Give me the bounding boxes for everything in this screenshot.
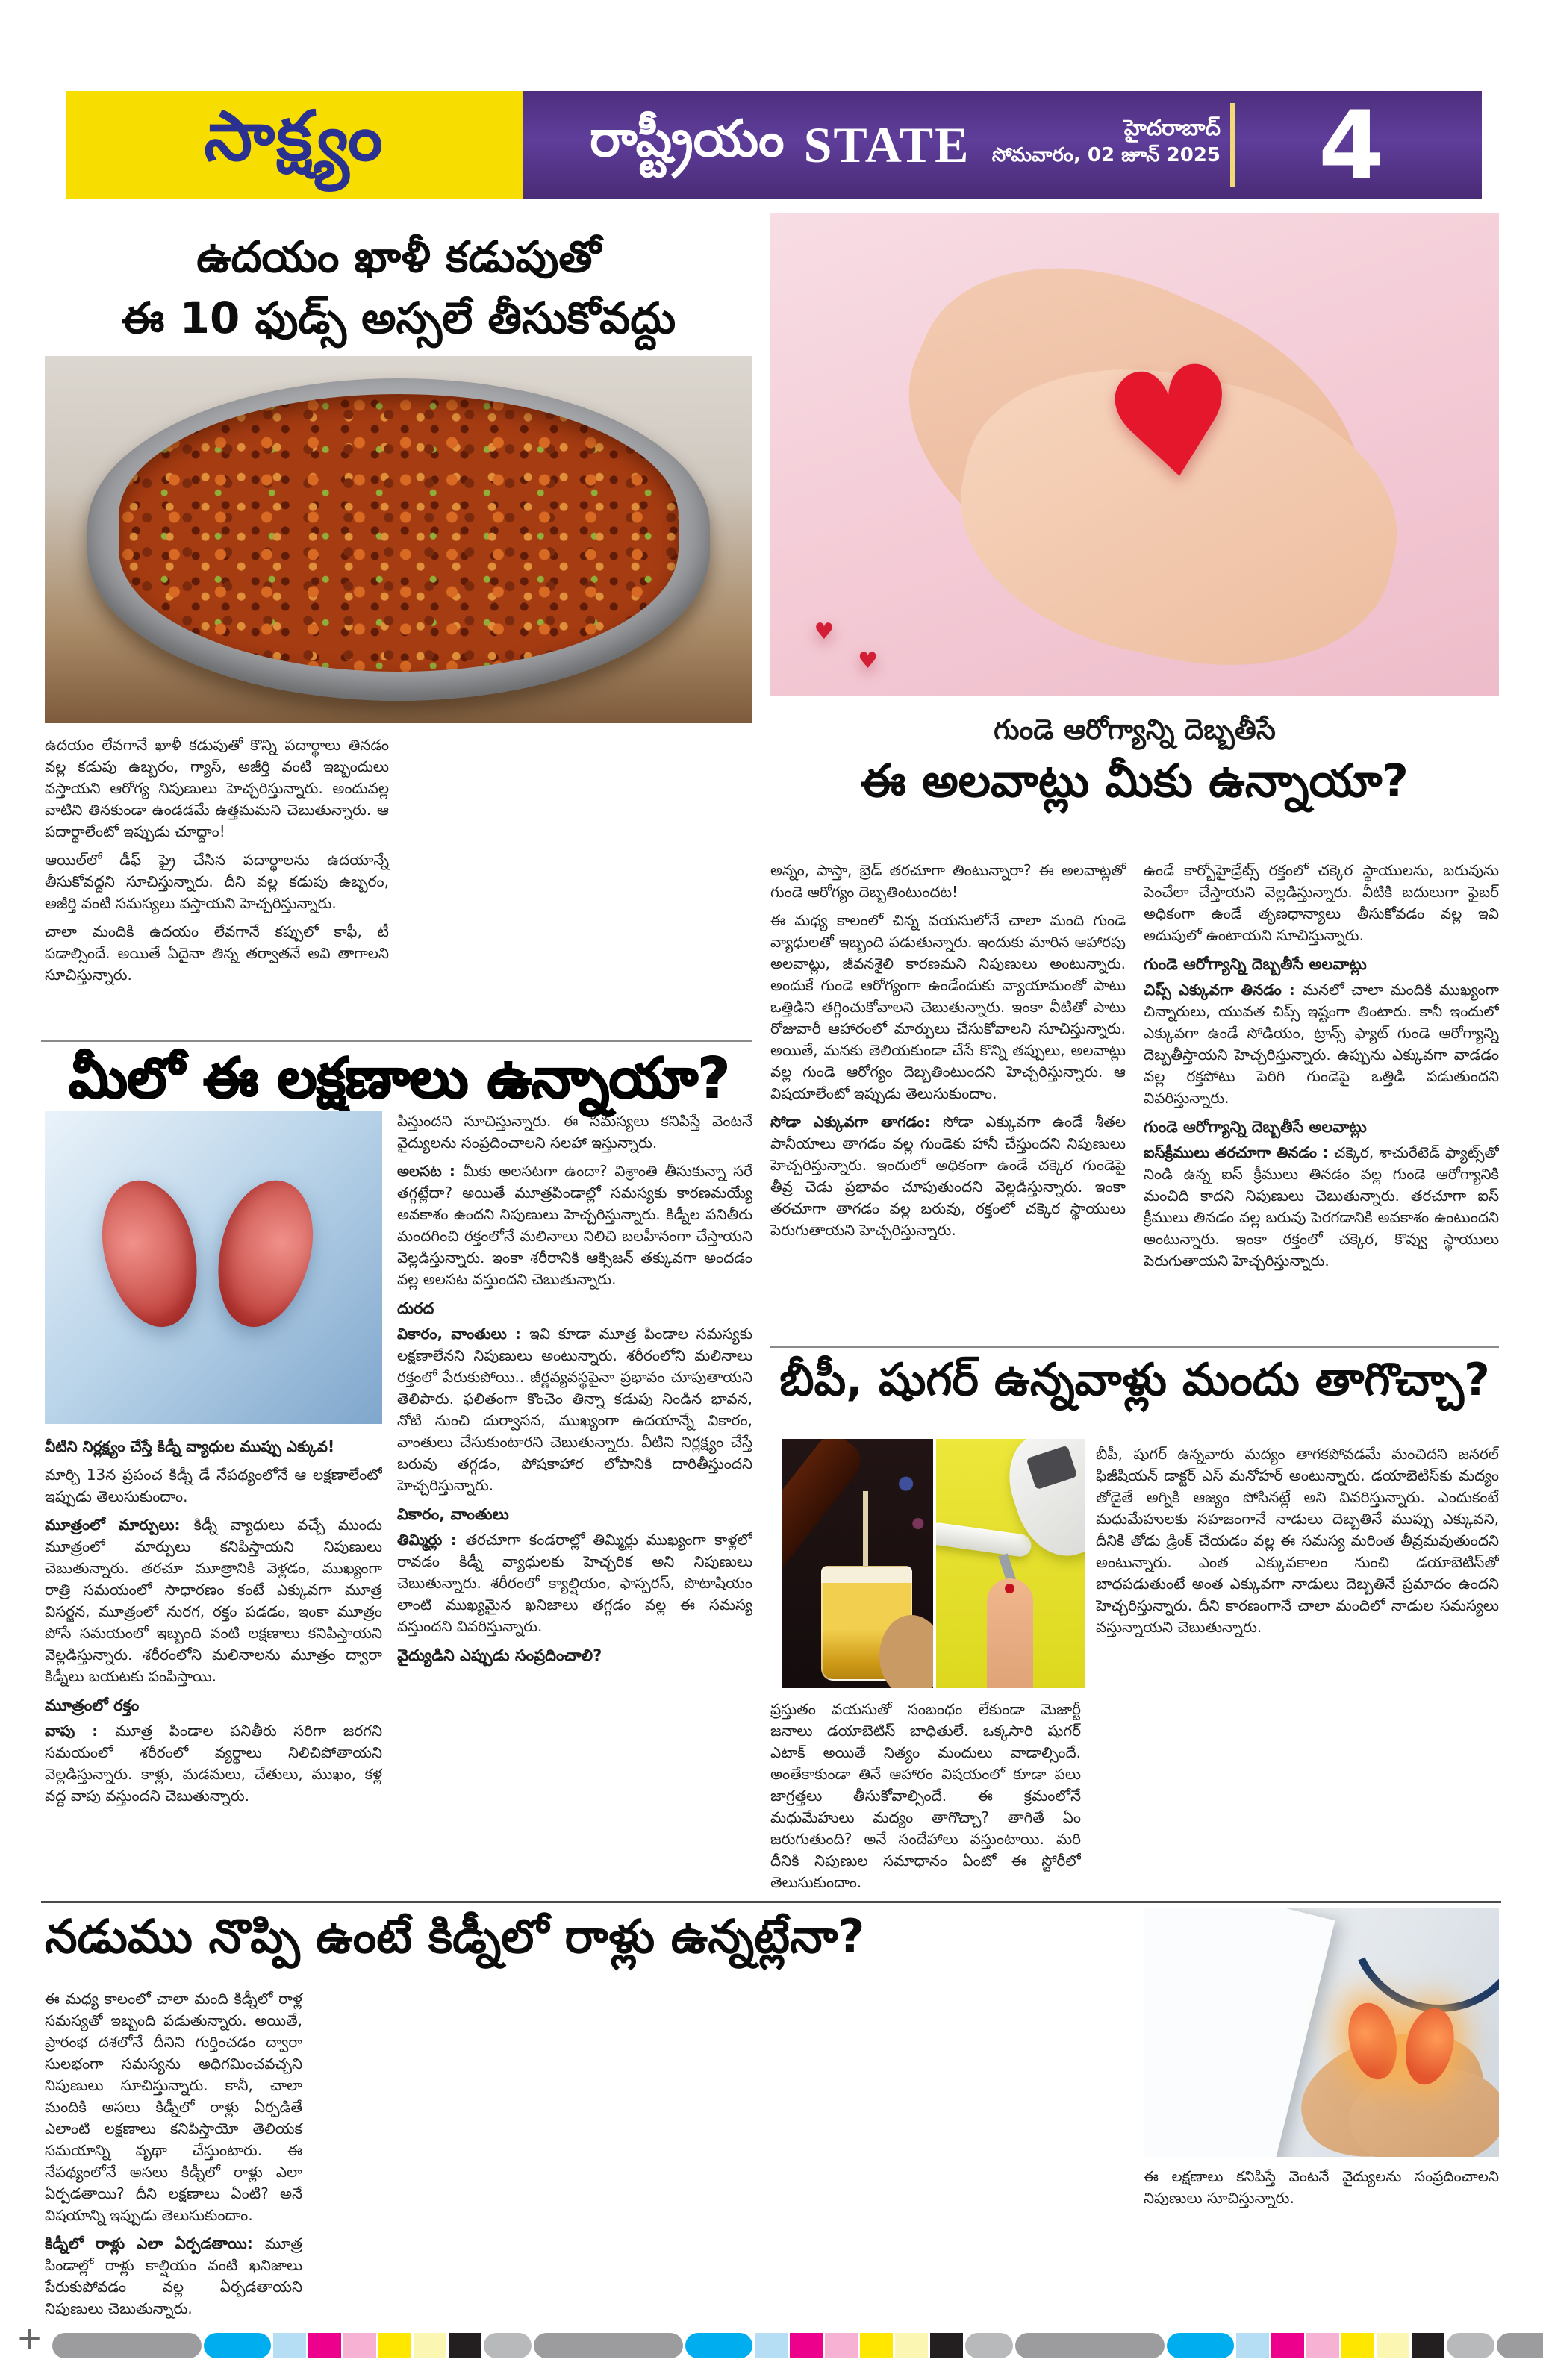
- city-label: హైదరాబాద్: [1123, 115, 1221, 140]
- heart-article-kicker: గుండె ఆరోగ్యాన్ని దెబ్బతీసే: [994, 713, 1276, 746]
- alcohol-article-right-column: [1096, 1443, 1499, 1893]
- body-paragraph: ఈ మధ్య కాలంలో చాలా మంది కిడ్నీలో రాళ్ల సమస్యతో ఇబ్బంది పడుతున్నారు. అయితే, ప్రారంభ దశలోనే దీనిని గుర్తించడం ద్వారా సులభంగా సమస్యను అధిగమించవచ్చని నిపుణులు సూచిస్తున్నారు. కానీ, చాలా మందికి అసలు కిడ్నీలో రాళ్లు ఏర్పడితే ఎలాంటి లక్షణాలు కనిపిస్తాయో తెలియక సమయాన్ని వృథా చేస్తుంటారు. ఈ నేపథ్యంలోనే అసలు కిడ్నీలో రాళ్లు ఎలా ఏర్పడతాయి? దీని లక్షణాలు ఏంటి? అనే విషయాన్ని ఇప్పుడు తెలుసుకుందాం.: [45, 1990, 302, 2224]
- symptoms-article-right-column: [397, 1111, 752, 1894]
- color-patch: [273, 2333, 306, 2358]
- red-heart-icon: ♥: [1094, 330, 1251, 521]
- color-patch: [52, 2333, 202, 2358]
- body-paragraph: బీపీ, షుగర్ ఉన్నవారు మద్యం తాగకపోవడమే మంచిదని జనరల్ ఫిజీషియన్ డాక్టర్ ఎస్ మనోహర్ అంటున్నారు. డయాబెటిస్‌కు మద్యం తోడైతే అగ్నికి ఆజ్యం పోసినట్లే అని వివరిస్తున్నారు. ఎందుకంటే మధుమేహులకు సహజంగానే నాడులు దెబ్బతినే ముప్పు ఎక్కువని, దీనికి తోడు డ్రింక్ చేయడం వల్ల ఈ సమస్య మరింత తీవ్రమవుతుందని అంటున్నారు. ఎంత ఎక్కువకాలం నుంచి డయాబెటిస్‌తో బాధపడుతుంటే అంత ఎక్కువగా నాడులు దెబ్బతినే ప్రమాదం ఉందని హెచ్చరిస్తున్నారు. దీని కారణంగానే చాలా మందిలో నాడుల సమస్యలు వస్తున్నాయని చెబుతున్నారు.: [1096, 1445, 1499, 1636]
- small-heart-icon: ♥: [814, 619, 835, 646]
- body-subhead: మూత్రంలో రక్తం: [45, 1696, 140, 1714]
- newspaper-brand-name: సాక్ష్యం: [204, 96, 384, 176]
- color-patch: [204, 2333, 271, 2358]
- color-patch: [825, 2333, 858, 2358]
- body-paragraph: ఈ లక్షణాలు కనిపిస్తే వెంటనే వైద్యులను సంప్రదించాలని నిపుణులు సూచిస్తున్నారు.: [1144, 2167, 1499, 2207]
- heart-article-headline: ఈ అలవాట్లు మీకు ఉన్నాయా?: [861, 755, 1409, 808]
- color-patch: [484, 2333, 532, 2358]
- dateline: [992, 113, 1221, 169]
- section-title-english: STATE: [803, 116, 970, 173]
- body-paragraph: చాలా మందికి ఉదయం లేవగానే కప్పులో కాఫీ, టీ పడాల్సిందే. అయితే ఏదైనా తిన్న తర్వాతనే అవి తాగాలని సూచిస్తున్నారు.: [45, 922, 389, 984]
- color-patch: [755, 2333, 788, 2358]
- foods-article-body: [45, 734, 752, 1034]
- section-title: [590, 91, 970, 199]
- kidney-shape-right: [204, 1171, 327, 1337]
- steel-bowl-shape: [87, 378, 710, 702]
- foods-article-headline: [45, 226, 752, 349]
- glucometer-screen: [1026, 1445, 1078, 1490]
- color-patch: [1377, 2333, 1409, 2358]
- color-patch: [1306, 2333, 1339, 2358]
- body-paragraph: మార్చి 13న ప్రపంచ కిడ్నీ డే నేపథ్యంలోనే ఆ లక్షణాలేంటో ఇప్పుడు తెలుసుకుందాం.: [45, 1466, 382, 1505]
- date-label: సోమవారం, 02 జూన్ 2025: [991, 144, 1221, 167]
- section-rule: [770, 1346, 1499, 1348]
- stones-article-headline: నడుము నొప్పి ఉంటే కిడ్నీలో రాళ్లు ఉన్నట్లేనా?: [45, 1909, 865, 1964]
- body-paragraph: పిస్తుందని సూచిస్తున్నారు. ఈ సమస్యలు కనిపిస్తే వెంటనే వైద్యులను సంప్రదించాలని సలహా ఇస్తున్నారు.: [397, 1112, 752, 1152]
- heart-article-column-2: [1144, 860, 1499, 1334]
- heart-in-hands-photo: [770, 213, 1499, 696]
- body-paragraph: ఉదయం లేవగానే ఖాళీ కడుపుతో కొన్ని పదార్థాలు తినడం వల్ల కడుపు ఉబ్బరం, గ్యాస్, అజీర్తి వంటి ఇబ్బందులు వస్తాయని ఆరోగ్య నిపుణులు హెచ్చరిస్తున్నారు. అందువల్ల వాటిని తినకుండా ఉండడమే ఉత్తమమని చెబుతున్నారు. ఆ పదార్థాలేంటో ఇప్పుడు చూద్దాం!: [45, 736, 389, 840]
- color-patch: [1497, 2333, 1543, 2358]
- heart-article-column-1: [770, 860, 1126, 1334]
- section-banner: [523, 91, 1482, 199]
- body-paragraph: ప్రస్తుతం వయసుతో సంబంధం లేకుండా మెజార్టీ జనాలు డయాబెటిస్ బాధితులే. ఒక్కసారి షుగర్ ఎటాక్ అయితే నిత్యం మందులు వాడాల్సిందే. అంతేకాకుండా తినే ఆహారం విషయంలో కూడా పలు జాగ్రత్తలు తీసుకోవాల్సిందే. ఈ క్రమంలోనే మధుమేహులు మద్యం తాగొచ్చా? తాగితే ఏం జరుగుతుంది? అనే సందేహాలు వస్తుంటాయి. మరి దీనికి నిపుణుల సమాధానం ఏంటో ఈ స్టోరీలో తెలుసుకుందాం.: [770, 1700, 1081, 1891]
- crop-mark: +: [16, 2320, 43, 2356]
- color-patch: [343, 2333, 376, 2358]
- newspaper-logo: [66, 91, 523, 199]
- color-patch: [790, 2333, 823, 2358]
- body-paragraph: వికారం, వాంతులు : ఇవి కూడా మూత్ర పిండాల సమస్యకు లక్షణాలేనని నిపుణులు అంటున్నారు. శరీరంలోని మలినాలు రక్తంలో పేరుకుపోయి.. జీర్ణవ్యవస్థపైనా ప్రభావం చూపుతాయని తెలిపారు. ఫలితంగా కొంచెం తిన్నా కడుపు నిండిన భావన, నోటి నుంచి దుర్వాసన, ముఖ్యంగా ఉదయాన్నే వికారం, వాంతులు చేసుకుంటారని చెబుతున్నారు. వీటిని నిర్లక్ష్యం చేస్తే బరువు తగ్గడం, పోషకాహార లోపానికి దారితీస్తుందని హెచ్చరిస్తున్నారు.: [397, 1325, 752, 1494]
- lancet-pen-shape: [936, 1522, 1032, 1558]
- alcohol-article-headline: బీపీ, షుగర్ ఉన్నవాళ్లు మందు తాగొచ్చా?: [779, 1354, 1490, 1406]
- section-rule: [41, 1040, 752, 1042]
- page-number: 4: [1318, 90, 1384, 200]
- body-paragraph: సోడా ఎక్కువగా తాగడం: సోడా ఎక్కువగా ఉండే శీతల పానీయాలు తాగడం వల్ల గుండెకు హానీ చేస్తుందని నిపుణులు హెచ్చరిస్తున్నారు. ఇందులో అధికంగా ఉండే చక్కెర గుండెపై తీవ్ర చెడు ప్రభావం చూపుతుందని వెల్లడిస్తున్నారు. ఇంకా తరచూగా తాగడం వల్ల బరువు, రక్తంలో చక్కెర స్థాయులు పెరుగుతాయని హెచ్చరిస్తున్నారు.: [770, 1113, 1126, 1239]
- color-patch: [930, 2333, 963, 2358]
- body-paragraph: ఈ మధ్య కాలంలో చిన్న వయసులోనే చాలా మంది గుండె వ్యాధులతో ఇబ్బంది పడుతున్నారు. ఇందుకు మారిన ఆహారపు అలవాట్లు, జీవనశైలి కారణమని నిపుణులు అంటున్నారు. అందుకే గుండె ఆరోగ్యంగా ఉండేందుకు వ్యాయామంతో పాటు ఒత్తిడిని తగ్గించుకోవాలని చెబుతున్నారు. ఇంకా వీటితో పాటు రోజువారీ ఆహారంలో మార్పులు చేసుకోవాలని సూచిస్తున్నారు. అయితే, మనకు తెలియకుండా చేసే కొన్ని తప్పులు, అలవాట్లు వల్ల గుండె ఆరోగ్యం దెబ్బతింటుందని హెచ్చరిస్తున్నారు. ఆ విషయాలేంటో ఇప్పుడు తెలుసుకుందాం.: [770, 911, 1126, 1102]
- glucometer-photo: [936, 1439, 1085, 1688]
- body-paragraph: కిడ్నీలో రాళ్లు ఎలా ఏర్పడతాయి: మూత్ర పిండాల్లో రాళ్లు కాల్షియం వంటి ఖనిజాలు పేరుకుపోవడం వల్ల ఏర్పడతాయని నిపుణులు చెబుతున్నారు.: [45, 2234, 302, 2317]
- body-subhead: దురద: [397, 1299, 434, 1317]
- symptoms-article-left-column: [45, 1436, 382, 1894]
- foods-headline-line1: ఉదయం ఖాళీ కడుపుతో: [196, 231, 601, 282]
- color-patch: [1015, 2333, 1165, 2358]
- kidney-shape-left: [89, 1171, 212, 1337]
- body-paragraph: తిమ్మిర్లు : తరచూగా కండరాల్లో తిమ్మిర్లు ముఖ్యంగా కాళ్లలో రావడం కిడ్నీ వ్యాధులకు హెచ్చరిక అని నిపుణులు చెబుతున్నారు. శరీరంలో క్యాల్షియం, ఫాస్పరస్, పొటాషియం లాంటి ముఖ్యమైన ఖనిజాలు తగ్గడం వల్ల ఈ సమస్య వస్తుందని వివరిస్తున్నారు.: [397, 1531, 752, 1635]
- beer-pour-photo: [782, 1439, 933, 1688]
- color-patch: [308, 2333, 341, 2358]
- color-patch: [965, 2333, 1013, 2358]
- section-title-telugu: రాష్ట్రీయం: [590, 109, 785, 169]
- color-patch: [860, 2333, 893, 2358]
- small-heart-icon: ♥: [858, 648, 879, 675]
- color-patch: [534, 2333, 683, 2358]
- foods-headline-line2: ఈ 10 ఫుడ్స్ అస్సలే తీసుకోవద్దు: [121, 293, 676, 343]
- stones-article-body: [45, 1988, 1129, 2326]
- color-patch: [1271, 2333, 1304, 2358]
- finger-shape: [987, 1578, 1033, 1688]
- symptoms-article-headline: మీలో ఈ లక్షణాలు ఉన్నాయా?: [69, 1046, 730, 1111]
- alcohol-article-lead-column: [770, 1699, 1081, 1893]
- color-patch: [449, 2333, 481, 2358]
- color-patch: [1447, 2333, 1494, 2358]
- body-paragraph: మూత్రంలో మార్పులు: కిడ్నీ వ్యాధులు వచ్చే ముందు మూత్రంలో మార్పులు కనిపిస్తాయని నిపుణులు చెబుతున్నారు. తరచూ మూత్రానికి వెళ్లడం, ముఖ్యంగా రాత్రి సమయంలో సాధారణం కంటే ఎక్కువగా మూత్ర విసర్జన, మూత్రంలో నురగ, రక్తం పడడం, ఇంకా మూత్రం పోసే సమయంలో ఇబ్బంది వంటి లక్షణాలు కనిపిస్తాయని వెల్లడిస్తున్నారు. శరీరంలోని మలినాలను మూత్రం ద్వారా కిడ్నీలు బయటకు పంపిస్తాయి.: [45, 1516, 382, 1685]
- blood-drop-shape: [1005, 1584, 1014, 1593]
- divider-bar: [1230, 103, 1235, 187]
- body-paragraph: ఉండే కార్బోహైడ్రేట్స్ రక్తంలో చక్కెర స్థాయులను, బరువును పెంచేలా చేస్తాయని వెల్లడిస్తున్నారు. వీటికి బదులుగా ఫైబర్ అధికంగా ఉండే తృణధాన్యాలు తీసుకోవడం వల్ల ఇవి అదుపులో ఉంటాయని సూచిస్తున్నారు.: [1144, 861, 1499, 944]
- kidneys-in-hands-photo: [1144, 1908, 1499, 2157]
- stones-article-tail-column: [1144, 2166, 1499, 2326]
- body-paragraph: అలసట : మీకు అలసటగా ఉందా? విశ్రాంతి తీసుకున్నా సరే తగ్గట్లేదా? అయితే మూత్రపిండాల్లో సమస్యకు కారణమయ్యే అవకాశం ఉందని నిపుణులు హెచ్చరిస్తున్నారు. కిడ్నీల పనితీరు మందగించి రక్తంలోనే మలినాలు నిలిచి బలహీనంగా చేస్తాయని వెల్లడిస్తున్నారు. ఇంకా శరీరానికి ఆక్సిజన్ తక్కువగా అందడం వల్ల అలసట వస్తుందని చెబుతున్నారు.: [397, 1162, 752, 1288]
- body-paragraph: వాపు : మూత్ర పిండాల పనితీరు సరిగా జరగని సమయంలో శరీరంలో వ్యర్థాలు నిలిచిపోతాయని వెల్లడిస్తున్నారు. కాళ్లు, మడమలు, చేతులు, ముఖం, కళ్ల వద్ద వాపు వస్తుందని చెబుతున్నారు.: [45, 1722, 382, 1805]
- body-paragraph: వీటిని నిర్లక్ష్యం చేస్తే కిడ్నీ వ్యాధుల ముప్పు ఎక్కువ!: [45, 1437, 335, 1455]
- color-patch: [378, 2333, 411, 2358]
- body-paragraph: ఐస్‌క్రీములు తరచూగా తినడం : చక్కెర, శాచురేటెడ్ ఫ్యాట్స్‌తో నిండి ఉన్న ఐస్ క్రీములు తినడం వల్ల గుండె ఆరోగ్యానికి మంచిది కాదని నిపుణులు చెబుతున్నారు. తరచూగా ఐస్ క్రీములు తినడం వల్ల బరువు పెరగడానికి అవకాశం ఉంటుందని అంటున్నారు. ఇంకా రక్తంలో చక్కెర, కొవ్వు స్థాయులు పెరుగుతాయని హెచ్చరిస్తున్నారు.: [1144, 1143, 1499, 1269]
- color-patch: [1167, 2333, 1234, 2358]
- color-patch: [1341, 2333, 1374, 2358]
- body-subhead: గుండె ఆరోగ్యాన్ని దెబ్బతీసే అలవాట్లు: [1144, 955, 1367, 973]
- body-subhead: వైద్యుడిని ఎప్పుడు సంప్రదించాలి?: [397, 1646, 602, 1664]
- color-patch: [895, 2333, 928, 2358]
- color-patch: [1412, 2333, 1444, 2358]
- pickle-bowl-photo: [45, 356, 752, 723]
- body-subhead: వికారం, వాంతులు: [397, 1505, 509, 1523]
- section-rule: [41, 1901, 1501, 1903]
- color-calibration-bar: [52, 2333, 1543, 2358]
- body-paragraph: చిప్స్ ఎక్కువగా తినడం : మనలో చాలా మందికి ముఖ్యంగా చిన్నారులు, యువత చిప్స్ ఇష్టంగా తింటారు. కానీ ఇందులో ఎక్కువగా ఉండే సోడియం, ట్రాన్స్ ఫ్యాట్ గుండె ఆరోగ్యాన్ని దెబ్బతీస్తాయని హెచ్చరిస్తున్నారు. ఉప్పును ఎక్కువగా వాడడం వల్ల రక్తపోటు పెరిగి గుండెపై ఒత్తిడి పడుతుందని వివరిస్తున్నారు.: [1144, 981, 1499, 1107]
- kidney-illustration: [45, 1111, 382, 1424]
- color-patch: [685, 2333, 752, 2358]
- body-paragraph: ఆయిల్‌లో డీఫ్ ఫ్రై చేసిన పదార్థాలను ఉదయాన్నే తీసుకోవద్దని సూచిస్తున్నారు. దీని వల్ల కడుపు ఉబ్బరం, అజీర్తి వంటి సమస్యలు వస్తాయని హెచ్చరిస్తున్నారు.: [45, 851, 389, 912]
- color-patch: [414, 2333, 446, 2358]
- color-patch: [1236, 2333, 1269, 2358]
- body-paragraph: అన్నం, పాస్తా, బ్రెడ్ తరచూగా తింటున్నారా? ఈ అలవాట్లతో గుండె ఆరోగ్యం దెబ్బతింటుందట!: [770, 861, 1126, 901]
- body-subhead: గుండె ఆరోగ్యాన్ని దెబ్బతీసే అలవాట్లు: [1144, 1118, 1367, 1136]
- pickle-texture: [119, 394, 679, 672]
